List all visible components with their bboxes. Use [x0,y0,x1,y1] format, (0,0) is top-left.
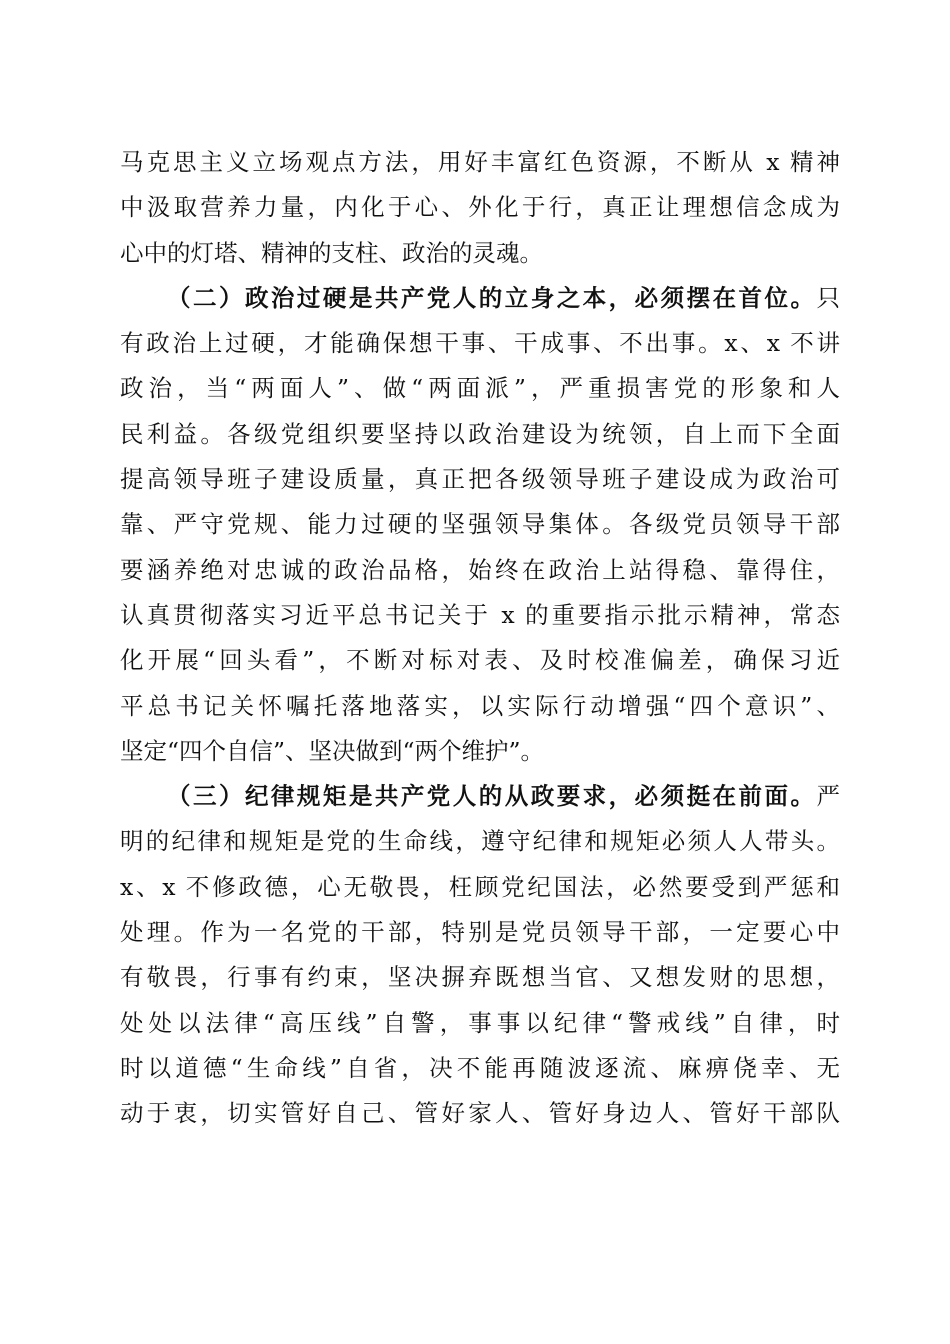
text-line: 时以道德“生命线”自省，决不能再随波逐流、麻痹侥幸、无 [120,1053,840,1082]
text-line: 靠、严守党规、能力过硬的坚强领导集体。各级党员领导干部 [120,510,840,539]
text-line: 提高领导班子建设质量，真正把各级领导班子建设成为政治可 [120,465,840,494]
text-line: 有敬畏，行事有约束，坚决摒弃既想当官、又想发财的思想， [120,963,840,992]
text-line: 明的纪律和规矩是党的生命线，遵守纪律和规矩必须人人带头。 [120,827,840,856]
text-line: 要涵养绝对忠诚的政治品格，始终在政治上站得稳、靠得住， [120,555,840,584]
text-line: 动于衷，切实管好自己、管好家人、管好身边人、管好干部队 [120,1099,840,1128]
text-line: x、x 不修政德，心无敬畏，枉顾党纪国法，必然要受到严惩和 [120,872,840,901]
text-line: 民利益。各级党组织要坚持以政治建设为统领，自上而下全面 [120,419,840,448]
text-line: 坚定“四个自信”、坚决做到“两个维护”。 [120,736,545,765]
section-heading-3: （三）纪律规矩是共产党人的从政要求，必须挺在前面。 [167,782,817,811]
paragraph-heading-line [120,276,840,321]
text-line: 心中的灯塔、精神的支柱、政治的灵魂。 [120,238,543,267]
text-line: 认真贯彻落实习近平总书记关于 x 的重要指示批示精神，常态 [120,600,840,629]
text-line: 处处以法律“高压线”自警，事事以纪律“警戒线”自律，时 [120,1008,840,1037]
document-body [120,140,840,1137]
text-fragment: 严 [816,782,840,811]
paragraph-3 [120,774,840,1136]
text-line: 化开展“回头看”，不断对标对表、及时校准偏差，确保习近 [120,646,840,675]
section-heading-2: （二）政治过硬是共产党人的立身之本，必须摆在首位。 [167,283,817,312]
text-fragment: 只 [816,283,840,312]
text-line: 处理。作为一名党的干部，特别是党员领导干部，一定要心中 [120,918,840,947]
text-line: 有政治上过硬，才能确保想干事、干成事、不出事。x、x 不讲 [120,329,840,358]
text-line: 马克思主义立场观点方法，用好丰富红色资源，不断从 x 精神 [120,148,840,176]
text-line: 政治，当“两面人”、做“两面派”，严重损害党的形象和人 [120,374,840,403]
paragraph-heading-line [120,774,840,819]
paragraph-2 [120,276,840,774]
text-line: 平总书记关怀嘱托落地落实，以实际行动增强“四个意识”、 [120,691,840,720]
paragraph-1 [120,140,840,276]
text-line: 中汲取营养力量，内化于心、外化于行，真正让理想信念成为 [120,193,840,222]
